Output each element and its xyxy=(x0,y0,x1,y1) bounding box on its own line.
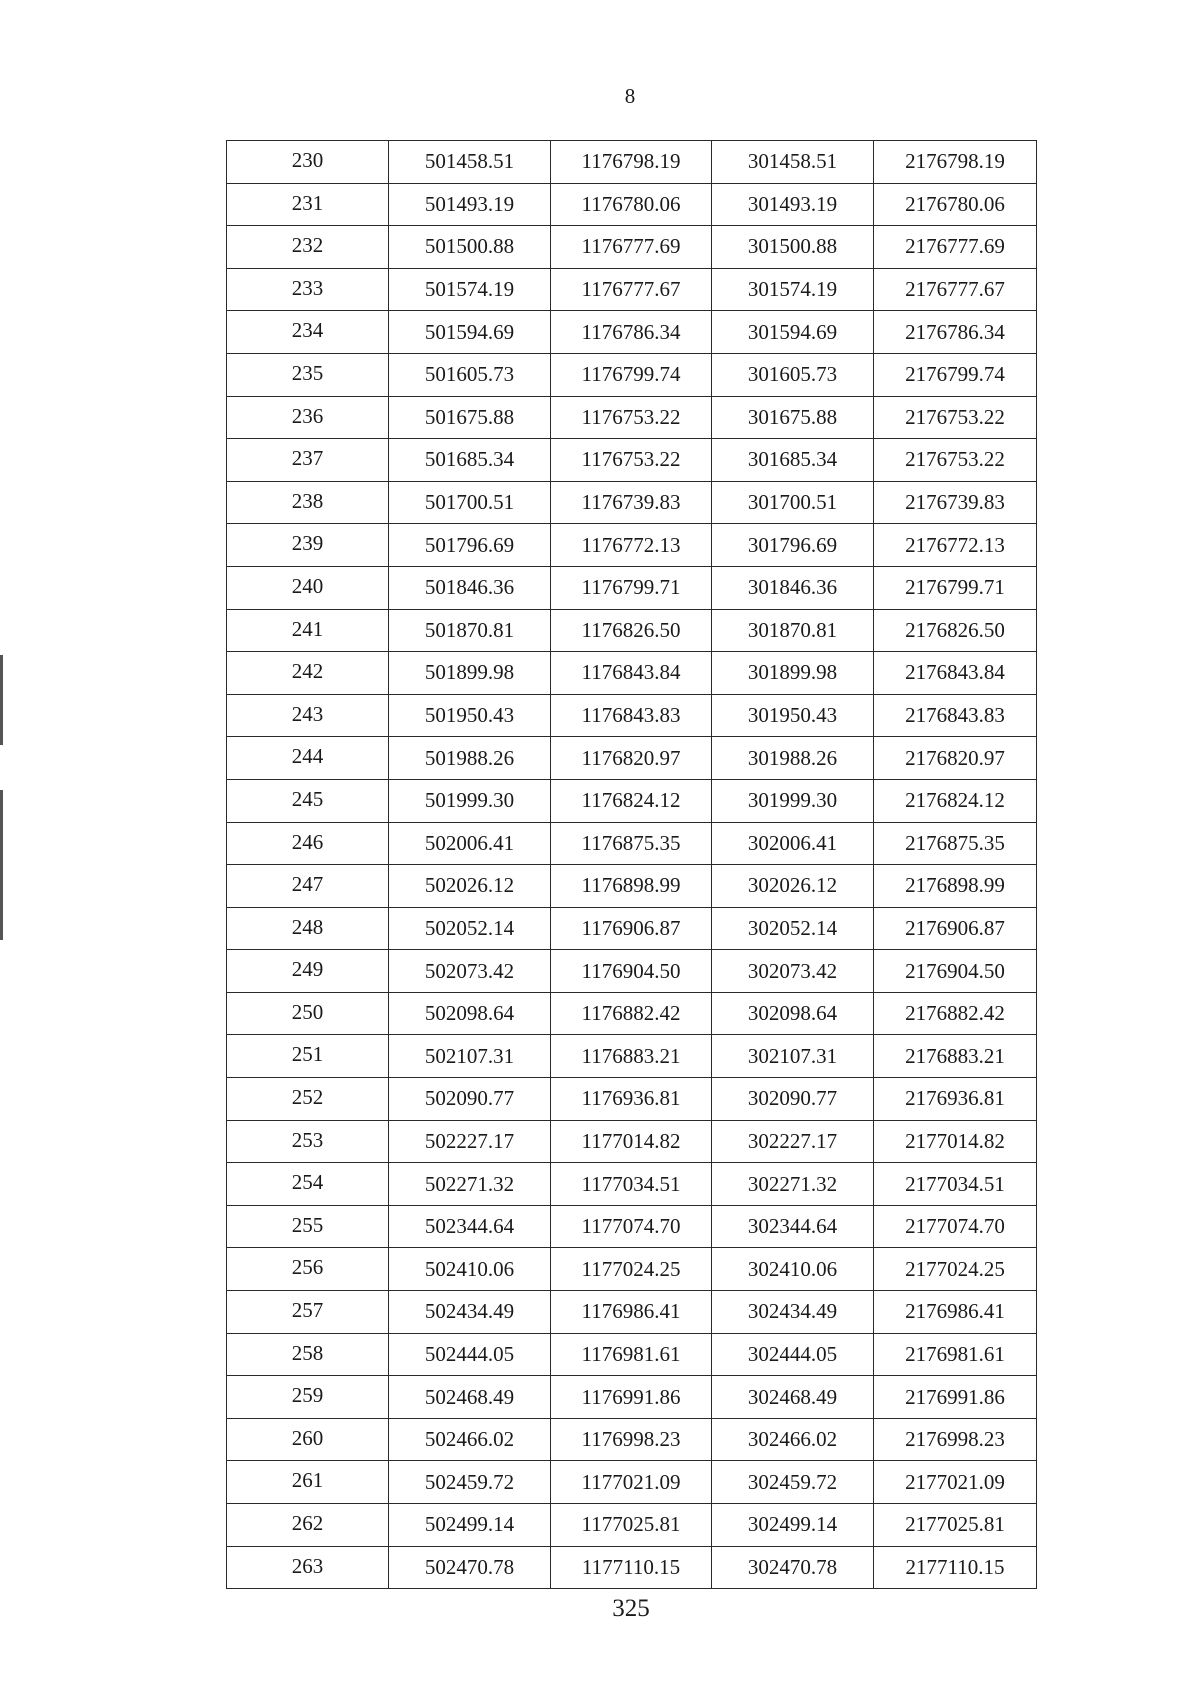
point-index-cell: 256 xyxy=(227,1248,389,1291)
x-coordinate-cell: 501594.69 xyxy=(389,311,551,354)
x-coordinate-cell: 502052.14 xyxy=(389,907,551,950)
y-coordinate-cell: 1176772.13 xyxy=(551,524,712,567)
y-coordinate-alt-cell: 2176875.35 xyxy=(874,822,1037,865)
y-coordinate-cell: 1176820.97 xyxy=(551,737,712,780)
table-row xyxy=(227,1461,1037,1504)
point-index-cell: 258 xyxy=(227,1333,389,1376)
x-coordinate-alt-cell: 302227.17 xyxy=(712,1120,874,1163)
y-coordinate-cell: 1176882.42 xyxy=(551,992,712,1035)
y-coordinate-cell: 1176780.06 xyxy=(551,183,712,226)
point-index-cell: 237 xyxy=(227,439,389,482)
point-index-cell: 261 xyxy=(227,1461,389,1504)
y-coordinate-cell: 1177014.82 xyxy=(551,1120,712,1163)
y-coordinate-alt-cell: 2176753.22 xyxy=(874,439,1037,482)
y-coordinate-cell: 1176991.86 xyxy=(551,1376,712,1419)
y-coordinate-alt-cell: 2177014.82 xyxy=(874,1120,1037,1163)
point-index-cell: 255 xyxy=(227,1205,389,1248)
y-coordinate-cell: 1176898.99 xyxy=(551,865,712,908)
table-row xyxy=(227,907,1037,950)
table-row xyxy=(227,1205,1037,1248)
coordinates-table xyxy=(226,140,1037,1589)
x-coordinate-cell: 502344.64 xyxy=(389,1205,551,1248)
x-coordinate-cell: 502227.17 xyxy=(389,1120,551,1163)
table-row xyxy=(227,1333,1037,1376)
y-coordinate-cell: 1176883.21 xyxy=(551,1035,712,1078)
y-coordinate-alt-cell: 2177024.25 xyxy=(874,1248,1037,1291)
y-coordinate-cell: 1176981.61 xyxy=(551,1333,712,1376)
point-index-cell: 230 xyxy=(227,141,389,184)
point-index-cell: 232 xyxy=(227,226,389,269)
y-coordinate-cell: 1176739.83 xyxy=(551,481,712,524)
table-row xyxy=(227,779,1037,822)
point-index-cell: 252 xyxy=(227,1078,389,1121)
y-coordinate-alt-cell: 2176739.83 xyxy=(874,481,1037,524)
table-row xyxy=(227,396,1037,439)
x-coordinate-alt-cell: 301500.88 xyxy=(712,226,874,269)
header-page-number: 8 xyxy=(624,84,636,108)
point-index-cell: 248 xyxy=(227,907,389,950)
x-coordinate-cell: 502098.64 xyxy=(389,992,551,1035)
x-coordinate-cell: 502466.02 xyxy=(389,1418,551,1461)
y-coordinate-alt-cell: 2176820.97 xyxy=(874,737,1037,780)
point-index-cell: 231 xyxy=(227,183,389,226)
y-coordinate-alt-cell: 2176936.81 xyxy=(874,1078,1037,1121)
y-coordinate-cell: 1176753.22 xyxy=(551,396,712,439)
y-coordinate-cell: 1176777.67 xyxy=(551,268,712,311)
footer-page-number: 325 xyxy=(612,1595,650,1622)
x-coordinate-alt-cell: 302090.77 xyxy=(712,1078,874,1121)
x-coordinate-alt-cell: 301458.51 xyxy=(712,141,874,184)
x-coordinate-cell: 501846.36 xyxy=(389,566,551,609)
table-row xyxy=(227,609,1037,652)
y-coordinate-cell: 1176786.34 xyxy=(551,311,712,354)
table-row xyxy=(227,141,1037,184)
y-coordinate-cell: 1176875.35 xyxy=(551,822,712,865)
x-coordinate-alt-cell: 302073.42 xyxy=(712,950,874,993)
x-coordinate-cell: 501870.81 xyxy=(389,609,551,652)
point-index-cell: 260 xyxy=(227,1418,389,1461)
y-coordinate-alt-cell: 2176904.50 xyxy=(874,950,1037,993)
y-coordinate-alt-cell: 2177025.81 xyxy=(874,1504,1037,1547)
y-coordinate-cell: 1176904.50 xyxy=(551,950,712,993)
y-coordinate-alt-cell: 2176777.69 xyxy=(874,226,1037,269)
table-row xyxy=(227,737,1037,780)
x-coordinate-cell: 501574.19 xyxy=(389,268,551,311)
y-coordinate-cell: 1176824.12 xyxy=(551,779,712,822)
x-coordinate-cell: 501458.51 xyxy=(389,141,551,184)
point-index-cell: 250 xyxy=(227,992,389,1035)
table-row xyxy=(227,822,1037,865)
y-coordinate-alt-cell: 2176991.86 xyxy=(874,1376,1037,1419)
point-index-cell: 238 xyxy=(227,481,389,524)
scan-edge-mark xyxy=(0,655,3,745)
y-coordinate-cell: 1176843.83 xyxy=(551,694,712,737)
x-coordinate-alt-cell: 301700.51 xyxy=(712,481,874,524)
table-row xyxy=(227,992,1037,1035)
x-coordinate-cell: 501685.34 xyxy=(389,439,551,482)
y-coordinate-alt-cell: 2176981.61 xyxy=(874,1333,1037,1376)
x-coordinate-alt-cell: 301988.26 xyxy=(712,737,874,780)
y-coordinate-alt-cell: 2176777.67 xyxy=(874,268,1037,311)
x-coordinate-alt-cell: 302499.14 xyxy=(712,1504,874,1547)
y-coordinate-cell: 1176843.84 xyxy=(551,652,712,695)
x-coordinate-alt-cell: 301846.36 xyxy=(712,566,874,609)
point-index-cell: 253 xyxy=(227,1120,389,1163)
table-row xyxy=(227,1035,1037,1078)
y-coordinate-cell: 1177110.15 xyxy=(551,1546,712,1589)
x-coordinate-alt-cell: 301493.19 xyxy=(712,183,874,226)
y-coordinate-alt-cell: 2176906.87 xyxy=(874,907,1037,950)
scan-edge-mark xyxy=(0,790,3,940)
x-coordinate-alt-cell: 301999.30 xyxy=(712,779,874,822)
x-coordinate-alt-cell: 302444.05 xyxy=(712,1333,874,1376)
x-coordinate-alt-cell: 302459.72 xyxy=(712,1461,874,1504)
x-coordinate-cell: 501988.26 xyxy=(389,737,551,780)
table-row xyxy=(227,183,1037,226)
x-coordinate-cell: 502459.72 xyxy=(389,1461,551,1504)
point-index-cell: 247 xyxy=(227,865,389,908)
y-coordinate-alt-cell: 2176799.74 xyxy=(874,353,1037,396)
x-coordinate-alt-cell: 302410.06 xyxy=(712,1248,874,1291)
y-coordinate-alt-cell: 2176753.22 xyxy=(874,396,1037,439)
y-coordinate-alt-cell: 2176826.50 xyxy=(874,609,1037,652)
coordinates-table-body xyxy=(227,141,1037,1589)
y-coordinate-alt-cell: 2176824.12 xyxy=(874,779,1037,822)
y-coordinate-alt-cell: 2177110.15 xyxy=(874,1546,1037,1589)
x-coordinate-alt-cell: 301574.19 xyxy=(712,268,874,311)
y-coordinate-alt-cell: 2176882.42 xyxy=(874,992,1037,1035)
point-index-cell: 246 xyxy=(227,822,389,865)
y-coordinate-alt-cell: 2176799.71 xyxy=(874,566,1037,609)
y-coordinate-alt-cell: 2176798.19 xyxy=(874,141,1037,184)
point-index-cell: 236 xyxy=(227,396,389,439)
y-coordinate-alt-cell: 2177021.09 xyxy=(874,1461,1037,1504)
x-coordinate-alt-cell: 301594.69 xyxy=(712,311,874,354)
x-coordinate-cell: 501950.43 xyxy=(389,694,551,737)
y-coordinate-cell: 1176826.50 xyxy=(551,609,712,652)
table-row xyxy=(227,1418,1037,1461)
point-index-cell: 243 xyxy=(227,694,389,737)
y-coordinate-alt-cell: 2177034.51 xyxy=(874,1163,1037,1206)
table-row xyxy=(227,1376,1037,1419)
y-coordinate-alt-cell: 2177074.70 xyxy=(874,1205,1037,1248)
y-coordinate-cell: 1176798.19 xyxy=(551,141,712,184)
point-index-cell: 239 xyxy=(227,524,389,567)
y-coordinate-cell: 1176777.69 xyxy=(551,226,712,269)
table-row xyxy=(227,353,1037,396)
point-index-cell: 254 xyxy=(227,1163,389,1206)
x-coordinate-alt-cell: 302271.32 xyxy=(712,1163,874,1206)
x-coordinate-cell: 502434.49 xyxy=(389,1291,551,1334)
point-index-cell: 257 xyxy=(227,1291,389,1334)
y-coordinate-cell: 1176799.74 xyxy=(551,353,712,396)
x-coordinate-cell: 501999.30 xyxy=(389,779,551,822)
y-coordinate-cell: 1176986.41 xyxy=(551,1291,712,1334)
x-coordinate-cell: 501700.51 xyxy=(389,481,551,524)
table-row xyxy=(227,1291,1037,1334)
x-coordinate-alt-cell: 302006.41 xyxy=(712,822,874,865)
table-row xyxy=(227,439,1037,482)
x-coordinate-alt-cell: 302470.78 xyxy=(712,1546,874,1589)
y-coordinate-alt-cell: 2176998.23 xyxy=(874,1418,1037,1461)
point-index-cell: 240 xyxy=(227,566,389,609)
table-row xyxy=(227,481,1037,524)
table-row xyxy=(227,1504,1037,1547)
point-index-cell: 259 xyxy=(227,1376,389,1419)
x-coordinate-cell: 501675.88 xyxy=(389,396,551,439)
x-coordinate-cell: 502444.05 xyxy=(389,1333,551,1376)
table-row xyxy=(227,694,1037,737)
x-coordinate-alt-cell: 302052.14 xyxy=(712,907,874,950)
x-coordinate-cell: 501500.88 xyxy=(389,226,551,269)
y-coordinate-alt-cell: 2176986.41 xyxy=(874,1291,1037,1334)
table-row xyxy=(227,566,1037,609)
table-row xyxy=(227,1546,1037,1589)
x-coordinate-alt-cell: 301796.69 xyxy=(712,524,874,567)
x-coordinate-cell: 502006.41 xyxy=(389,822,551,865)
table-row xyxy=(227,268,1037,311)
point-index-cell: 251 xyxy=(227,1035,389,1078)
y-coordinate-cell: 1177024.25 xyxy=(551,1248,712,1291)
x-coordinate-cell: 501493.19 xyxy=(389,183,551,226)
x-coordinate-cell: 502470.78 xyxy=(389,1546,551,1589)
x-coordinate-cell: 502499.14 xyxy=(389,1504,551,1547)
y-coordinate-alt-cell: 2176786.34 xyxy=(874,311,1037,354)
x-coordinate-cell: 502271.32 xyxy=(389,1163,551,1206)
x-coordinate-alt-cell: 302434.49 xyxy=(712,1291,874,1334)
y-coordinate-cell: 1177074.70 xyxy=(551,1205,712,1248)
point-index-cell: 244 xyxy=(227,737,389,780)
x-coordinate-alt-cell: 301870.81 xyxy=(712,609,874,652)
x-coordinate-cell: 501899.98 xyxy=(389,652,551,695)
x-coordinate-cell: 502410.06 xyxy=(389,1248,551,1291)
y-coordinate-cell: 1177021.09 xyxy=(551,1461,712,1504)
x-coordinate-cell: 501605.73 xyxy=(389,353,551,396)
x-coordinate-cell: 502026.12 xyxy=(389,865,551,908)
table-row xyxy=(227,1078,1037,1121)
table-row xyxy=(227,652,1037,695)
x-coordinate-alt-cell: 302026.12 xyxy=(712,865,874,908)
y-coordinate-cell: 1176753.22 xyxy=(551,439,712,482)
x-coordinate-alt-cell: 301605.73 xyxy=(712,353,874,396)
y-coordinate-cell: 1176799.71 xyxy=(551,566,712,609)
x-coordinate-cell: 501796.69 xyxy=(389,524,551,567)
point-index-cell: 245 xyxy=(227,779,389,822)
y-coordinate-alt-cell: 2176883.21 xyxy=(874,1035,1037,1078)
table-row xyxy=(227,865,1037,908)
x-coordinate-alt-cell: 302107.31 xyxy=(712,1035,874,1078)
y-coordinate-cell: 1176936.81 xyxy=(551,1078,712,1121)
y-coordinate-cell: 1176998.23 xyxy=(551,1418,712,1461)
y-coordinate-alt-cell: 2176843.83 xyxy=(874,694,1037,737)
table-row xyxy=(227,226,1037,269)
table-row xyxy=(227,524,1037,567)
x-coordinate-alt-cell: 302098.64 xyxy=(712,992,874,1035)
x-coordinate-alt-cell: 301685.34 xyxy=(712,439,874,482)
point-index-cell: 234 xyxy=(227,311,389,354)
x-coordinate-cell: 502107.31 xyxy=(389,1035,551,1078)
point-index-cell: 241 xyxy=(227,609,389,652)
x-coordinate-alt-cell: 302344.64 xyxy=(712,1205,874,1248)
y-coordinate-cell: 1176906.87 xyxy=(551,907,712,950)
y-coordinate-alt-cell: 2176780.06 xyxy=(874,183,1037,226)
point-index-cell: 249 xyxy=(227,950,389,993)
table-row xyxy=(227,950,1037,993)
x-coordinate-cell: 502073.42 xyxy=(389,950,551,993)
point-index-cell: 263 xyxy=(227,1546,389,1589)
y-coordinate-alt-cell: 2176898.99 xyxy=(874,865,1037,908)
point-index-cell: 233 xyxy=(227,268,389,311)
y-coordinate-alt-cell: 2176843.84 xyxy=(874,652,1037,695)
x-coordinate-alt-cell: 301950.43 xyxy=(712,694,874,737)
x-coordinate-alt-cell: 302466.02 xyxy=(712,1418,874,1461)
y-coordinate-cell: 1177034.51 xyxy=(551,1163,712,1206)
x-coordinate-alt-cell: 301899.98 xyxy=(712,652,874,695)
table-row xyxy=(227,1120,1037,1163)
x-coordinate-alt-cell: 302468.49 xyxy=(712,1376,874,1419)
table-row xyxy=(227,311,1037,354)
x-coordinate-cell: 502468.49 xyxy=(389,1376,551,1419)
point-index-cell: 242 xyxy=(227,652,389,695)
y-coordinate-alt-cell: 2176772.13 xyxy=(874,524,1037,567)
y-coordinate-cell: 1177025.81 xyxy=(551,1504,712,1547)
point-index-cell: 262 xyxy=(227,1504,389,1547)
point-index-cell: 235 xyxy=(227,353,389,396)
table-row xyxy=(227,1248,1037,1291)
x-coordinate-cell: 502090.77 xyxy=(389,1078,551,1121)
table-row xyxy=(227,1163,1037,1206)
x-coordinate-alt-cell: 301675.88 xyxy=(712,396,874,439)
